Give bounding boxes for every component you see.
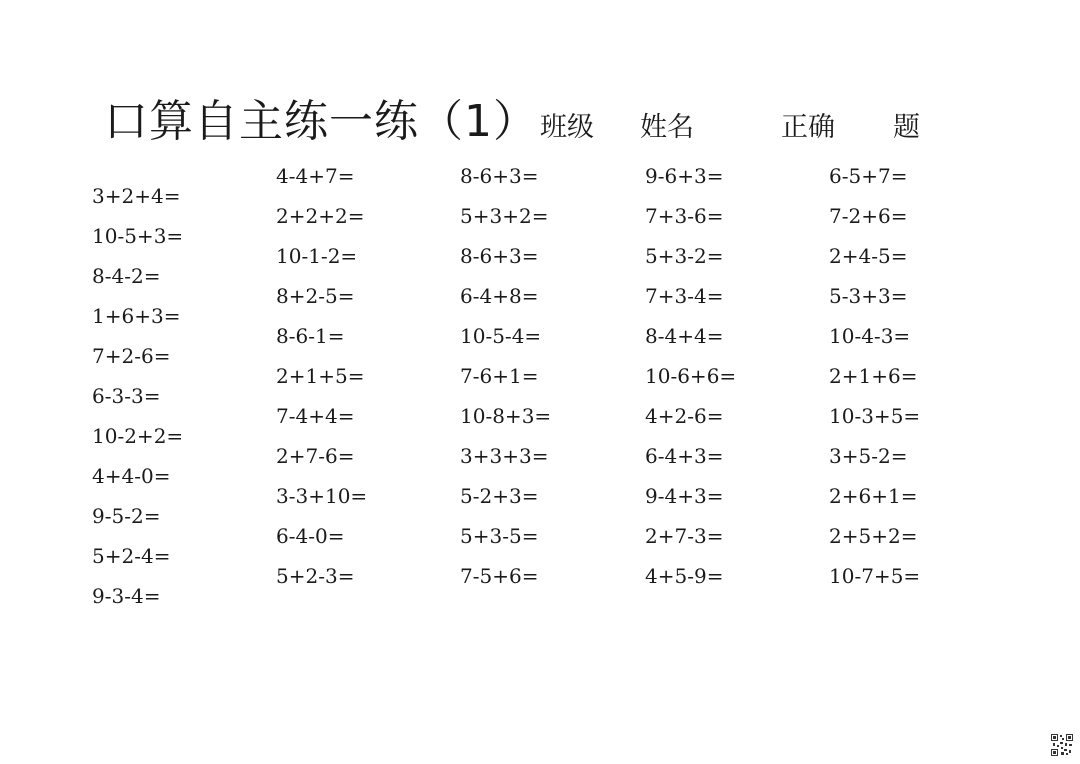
arithmetic-problem: 9-5-2= — [92, 504, 161, 528]
arithmetic-problem: 6-5+7= — [829, 164, 908, 188]
arithmetic-problem: 6-3-3= — [92, 384, 161, 408]
arithmetic-problem: 5+2-3= — [276, 564, 355, 588]
arithmetic-problem: 10-5-4= — [460, 324, 542, 348]
name-label: 姓名 — [640, 112, 694, 143]
arithmetic-problem: 4+5-9= — [645, 564, 724, 588]
arithmetic-problem: 8-6+3= — [460, 164, 539, 188]
arithmetic-problem: 2+7-6= — [276, 444, 355, 468]
arithmetic-problem: 10-2+2= — [92, 424, 184, 448]
worksheet-title: 口算自主练一练（1） — [104, 96, 538, 147]
arithmetic-problem: 7-4+4= — [276, 404, 355, 428]
arithmetic-problem: 3+3+3= — [460, 444, 549, 468]
arithmetic-problem: 1+6+3= — [92, 304, 181, 328]
arithmetic-problem: 10-7+5= — [829, 564, 921, 588]
arithmetic-problem: 7-2+6= — [829, 204, 908, 228]
arithmetic-problem: 5+3-2= — [645, 244, 724, 268]
arithmetic-problem: 10-3+5= — [829, 404, 921, 428]
arithmetic-problem: 9-6+3= — [645, 164, 724, 188]
arithmetic-problem: 6-4+3= — [645, 444, 724, 468]
arithmetic-problem: 5+3+2= — [460, 204, 549, 228]
arithmetic-problem: 7-5+6= — [460, 564, 539, 588]
arithmetic-problem: 10-5+3= — [92, 224, 184, 248]
problem-column-2 — [276, 156, 367, 596]
qr-code-icon — [1050, 733, 1074, 757]
arithmetic-problem: 2+1+6= — [829, 364, 918, 388]
problem-column-5 — [829, 156, 920, 596]
problem-column-1 — [92, 176, 183, 616]
arithmetic-problem: 8-4-2= — [92, 264, 161, 288]
arithmetic-problem: 7+3-6= — [645, 204, 724, 228]
arithmetic-problem: 2+2+2= — [276, 204, 365, 228]
arithmetic-problem: 3-3+10= — [276, 484, 368, 508]
questions-label: 题 — [893, 112, 920, 143]
arithmetic-problem: 7+2-6= — [92, 344, 171, 368]
arithmetic-problem: 10-4-3= — [829, 324, 911, 348]
arithmetic-problem: 2+6+1= — [829, 484, 918, 508]
arithmetic-problem: 8-6+3= — [460, 244, 539, 268]
arithmetic-problem: 9-4+3= — [645, 484, 724, 508]
arithmetic-problem: 10-8+3= — [460, 404, 552, 428]
arithmetic-problem: 8-6-1= — [276, 324, 345, 348]
problem-column-3 — [460, 156, 551, 596]
arithmetic-problem: 2+4-5= — [829, 244, 908, 268]
arithmetic-problem: 7-6+1= — [460, 364, 539, 388]
arithmetic-problem: 7+3-4= — [645, 284, 724, 308]
arithmetic-problem: 5+2-4= — [92, 544, 171, 568]
correct-label: 正确 — [781, 112, 835, 143]
class-label: 班级 — [540, 112, 594, 143]
arithmetic-problem: 2+7-3= — [645, 524, 724, 548]
arithmetic-problem: 4-4+7= — [276, 164, 355, 188]
arithmetic-problem: 5-3+3= — [829, 284, 908, 308]
arithmetic-problem: 10-6+6= — [645, 364, 737, 388]
arithmetic-problem: 5+3-5= — [460, 524, 539, 548]
arithmetic-problem: 4+2-6= — [645, 404, 724, 428]
arithmetic-problem: 2+5+2= — [829, 524, 918, 548]
arithmetic-problem: 10-1-2= — [276, 244, 358, 268]
arithmetic-problem: 8-4+4= — [645, 324, 724, 348]
arithmetic-problem: 2+1+5= — [276, 364, 365, 388]
arithmetic-problem: 3+2+4= — [92, 184, 181, 208]
arithmetic-problem: 9-3-4= — [92, 584, 161, 608]
problem-column-4 — [645, 156, 736, 596]
arithmetic-problem: 5-2+3= — [460, 484, 539, 508]
arithmetic-problem: 4+4-0= — [92, 464, 171, 488]
arithmetic-problem: 3+5-2= — [829, 444, 908, 468]
arithmetic-problem: 6-4+8= — [460, 284, 539, 308]
arithmetic-problem: 8+2-5= — [276, 284, 355, 308]
arithmetic-problem: 6-4-0= — [276, 524, 345, 548]
